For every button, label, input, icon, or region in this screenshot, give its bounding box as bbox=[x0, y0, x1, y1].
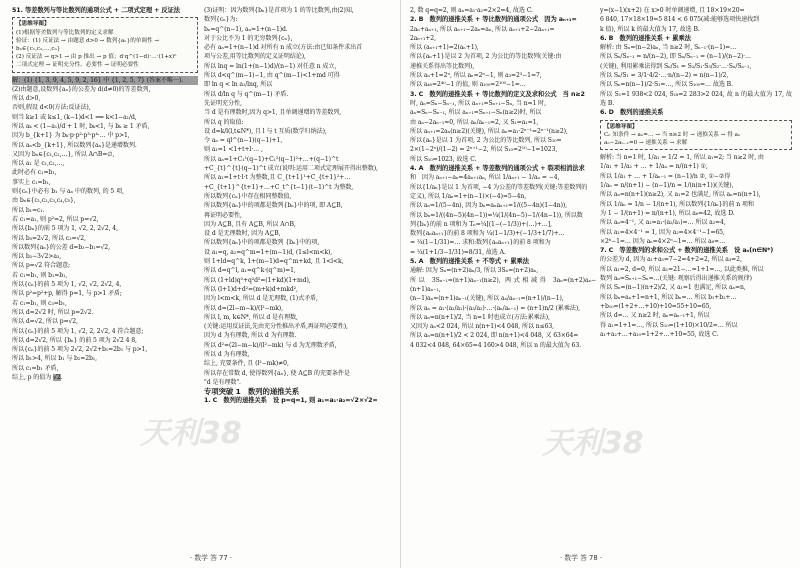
text-line: 2×(1−2ⁿ)/(1−2) = 2ⁿ⁺¹−2, 所以 S₁₀=2¹⁰−1=1023, bbox=[410, 146, 558, 154]
text-line: bₙ=q^(n−1), aₙ=1+(n−1)d. bbox=[204, 25, 288, 33]
text-line: 所以 l, m, k∈N*, 所以 d 是有理数, bbox=[204, 313, 298, 321]
text-line: 综上, 充要条件, 且 (l²−mk)≠0, bbox=[204, 360, 289, 368]
text-line: 所以 d=(2l−m−k)/(l²−mk), bbox=[204, 304, 283, 312]
section-title: 专项突破 1 数列的递推关系 bbox=[204, 387, 300, 397]
text-line: 所以 bₙ=aₙ+1=n+1, 所以 bₙ=… 所以 b₁+b₂+… bbox=[600, 293, 737, 301]
mind-map-box bbox=[600, 120, 792, 151]
mind-map-line: aₙ−2aₙ₋₁=0 → 递推关系 → 求解 bbox=[604, 139, 688, 146]
text-line: = ¼(1−1/31)=… 求和:数列{aₙaₙ₊₁}的前 8 项和为 bbox=[410, 239, 551, 247]
text-line: 对于公比不为 1 的无穷数列{cₙ}, bbox=[204, 34, 293, 42]
text-line: 若 c₁=b₁, 则 c₃=b₁, bbox=[12, 299, 67, 307]
text-line: 因为 b_{k+1} 为 bₖ·p·p²·p³·p⁴·… 中 p>1, bbox=[12, 132, 130, 140]
text-line: 所以{aₙ+1}是以 2 为首项, 2 为公比的等比数列(关键:由 bbox=[410, 53, 562, 61]
mind-map-line: 二项式定理 → 证明充分性、必要性 → 证明必要性 bbox=[16, 62, 139, 69]
text-line: 解析: 当 n=1 时, 1/a₁ = 1/2 = 1, 所以 a₁=2; 当 n≥2 时, 由 bbox=[600, 154, 764, 162]
text-line: 所以 d=q^l, a₁=q^k·(q^m)=1, bbox=[204, 267, 296, 275]
text-line: 则{cₙ}中必有 b₁ 与 aₙ 中的数列, 的 5 项, bbox=[12, 188, 124, 196]
text-line: 所以 d>0, bbox=[12, 95, 41, 103]
text-line: 时, aₙ=Sₙ−Sₙ₋₁, 所以 aₙ₊₁=Sₙ₊₁−Sₙ, 当 n=1 时, bbox=[410, 99, 546, 107]
text-line: 所以 d=… 又 n≥2 时, aₙ=aₙ₋₁+1, 所以 bbox=[600, 312, 710, 320]
text-line: 所以 S₁₀=1023, 故选 C. bbox=[410, 155, 477, 163]
text-line: 所以数列{cₙ}中存在相同整数值, bbox=[204, 192, 292, 200]
problem-heading: 3. C 数列的递推关系 + 等比数列的定义及求和公式 当 n≥2 bbox=[410, 90, 585, 98]
text-line: 列{bₙ}的前 n 项和为 Tₙ=¼[(1−(−1/3))+(…)+…], bbox=[410, 220, 552, 228]
text-line: 所以 d 为有理数, bbox=[204, 350, 250, 358]
text-line: 的公差为 d, 因为 a₁+a₅=7−2=4+2=2, 所以 a₃=2, bbox=[600, 256, 742, 264]
text-line: 先证明充分性, bbox=[204, 99, 242, 107]
text-line: 所以存在常数 d, 使得数列{aₙ}, 使 A⊆B 的充要条件是 bbox=[204, 369, 350, 377]
text-line: aₙ=Sₙ−Sₙ₋₁, 所以 aₙ₊₁=Sₙ₊₁−Sₙ(n≥2)时, 所以 bbox=[410, 109, 542, 117]
text-line: y=(x−1)(x+2) 在 x>0 时单调递增, 且 18×19×20= bbox=[600, 7, 745, 14]
text-line: 则 1+ld=q^k, 1+(m−1)d=q^m+kd, 且 1<l<k, bbox=[204, 258, 344, 266]
text-line: 所以{1/aₙ}是以 1 为首项, −4 为公差的等差数列(关键:等差数列的 bbox=[410, 183, 588, 191]
text-line: 所以 q 的取值: bbox=[204, 118, 244, 126]
text-line: 2aₙ₊₁+2, bbox=[410, 34, 436, 42]
watermark-right: 天利38 bbox=[542, 426, 644, 461]
text-line: 解析: 由 Sₙ=(n−2)aₙ, 当 n≥2 时, Sₙ₋₁·(n−1)=… bbox=[600, 44, 737, 52]
text-line: 所以{bₙ}的前 5 项为 1, √2, 2, 2√2, 4, bbox=[12, 225, 118, 233]
text-line: (3)证明：因为数列{bₙ}是首项为 1 的等比数列,由(2)知, bbox=[204, 7, 354, 14]
text-line: 所以 b₁=c₁. bbox=[12, 206, 45, 214]
text-line: (2)由题意,设数列{aₙ}的公差为 d(d≠0)的等差数列, bbox=[12, 85, 151, 93]
text-line: 递推关系得出等比数列), bbox=[410, 62, 475, 70]
column-3 bbox=[410, 6, 596, 546]
text-line: 所以 aₙ+1=2ⁿ, 所以 aₙ=2ⁿ−1, 则 a₃=2³−1=7, bbox=[410, 72, 542, 80]
problem-heading: 5. A 数列的递推关系 + 不等式 + 累乘法 bbox=[410, 258, 529, 266]
text-line: 所以 aₙ=4⁻¹, 又 a₂=a₁·(a₂/a₁)=… 所以 a₂=4, bbox=[600, 219, 726, 227]
text-line: 所以 aₙ=1/(5−4n), 因为 bₙ=aₙaₙ₊₁=1/((5−4n)(1−4n)), bbox=[410, 202, 568, 210]
page-footer-left: · 数学 答 77 · bbox=[190, 554, 233, 562]
text-line: 所以 1/a₁ + … + 1/aₙ₋₁ = (n−1)/n ②, ①−②得 bbox=[600, 172, 731, 180]
text-line: 所以{cₙ}的前 5 项为 1, √2, √2, 2√2, 4, bbox=[12, 281, 122, 289]
text-line: 所以 Sₙ/S₁ = 3/1·4/2·…·n/(n−2) = n(n−1)/2, bbox=[600, 72, 729, 80]
text-line: 1/a₁ + 1/a₂ + … + 1/aₙ = n/(n+1) ①, bbox=[600, 163, 708, 171]
text-line: 由 aₙ−2aₙ₋₁=0, 所以 aₙ/aₙ₋₁=2, 又 S₁=a₁=1, bbox=[410, 118, 539, 126]
mind-map-line: 验证：(1) 反证法 → 由题意 d>0 → 数列{aₙ}的单调性 → bₙ∈{c₁,c₂,…,cₙ} bbox=[16, 37, 160, 52]
text-line: 所以 b₃−3√2>a₃, bbox=[12, 253, 62, 261]
text-line: 数列 aₙ=Sₙ₊₁−Sₙ=…(关键: 观察后得出递推关系的规律) bbox=[600, 275, 752, 283]
text-line: 为 1 − 1/(n+1) = n/(n+1), 所以 a₆=42, 故选 D. bbox=[600, 209, 735, 217]
text-line: 得 a₁=1+1=…, 所以 S₁₀=(1+10)×10/2=… 所以 bbox=[600, 321, 738, 329]
text-line: 设 d=k/l(l,t∈N*), 且 l 与 t 互质(数学归纳法), bbox=[204, 127, 327, 135]
text-line: 又因为 aₙ<2 024, 所以 n(n+1)<4 048, 所以 n≤63, bbox=[410, 323, 554, 331]
text-line: (关键:运用反证法,先由充分性推出矛盾,再证明必要性), bbox=[204, 323, 348, 331]
conclusion-line: 综上, p 的值为 √2. bbox=[12, 374, 63, 382]
text-line: 所以 aₙ₊₁=2aₙ(n≥2)(关键), 所以 aₙ=a₁·2ⁿ⁻¹=2ⁿ⁻¹(n≥2), bbox=[410, 127, 568, 135]
text-line: 所以 aₙ=1+C₁¹(q−1)+C₁²(q−1)²+…+(q−1)^t bbox=[204, 155, 339, 163]
text-line: 所以 Sₙ=n(n−1)/2·S₁=…, 所以 S₁₀₀=… 故选 B. bbox=[600, 81, 733, 89]
text-line: 所以 aₖ < (1−a₁)/d + 1 时, bₖ<1, 与 bₖ ≥ 1 矛盾, bbox=[12, 123, 150, 130]
text-line: 所以 a₄₀=2⁴⁰−1 的值, 则 a₁₀₀=2¹⁰⁰−1=… bbox=[410, 81, 526, 89]
text-line: 所以 (1+ld)q²+q²d²=(1+kd)(1+md), bbox=[204, 276, 311, 284]
text-line: 定义), 所以 1/aₙ=1+(n−1)×(−4)=5−4n, bbox=[410, 192, 527, 200]
text-line: 此时必有 c₁=b₁, bbox=[12, 169, 57, 177]
text-line: ×2⁶−1=… 因为 aₙ=4×2ⁿ−1=… 所以 a₆=… bbox=[600, 237, 726, 245]
problem-heading: 51. 等差数列与等比数列的通项公式 + 二项式定理 + 反证法 bbox=[12, 7, 180, 14]
text-line: 所以 a₁=1+t·l·t 为整数,且 C_{t+1}¹+C_{t+1}²+… bbox=[204, 174, 351, 182]
answer-highlight: 解：(1) {1, 3, 9, 4, 5, 9, 2, 16} 中 {1, 2, 5, 7} (答案不唯一). bbox=[12, 76, 198, 85]
text-line: a₁+a₂+…+a₁₀=1+2+…+10=55, 故选 C. bbox=[600, 330, 719, 338]
text-line: 所以 d=√2, 所以 p=√2, bbox=[12, 318, 78, 326]
text-line: 所以 a₁=4×4⁻¹ = 1, 因为 a₂=4×4⁻¹−1=65, bbox=[600, 228, 725, 236]
text-line: 则 a₁=1 <1+t+l·… , bbox=[204, 146, 263, 154]
text-line: 所以 b₁>4, 所以 b₁ 与 b₂=2b₁, bbox=[12, 355, 97, 363]
text-line: k 值), 所以 k 的最大值为 17, 故选 B. bbox=[600, 25, 700, 33]
text-line: +b₁₀=(1+2+…+10)+10=55+10=65, bbox=[600, 302, 712, 310]
text-line: 2aₙ+aₙ₊₁, 所以 aₙ₊₁−2aₙ=aₙ, 所以 aₙ₊₁+2−2aₙ₊₁= bbox=[410, 25, 555, 33]
text-line: 则当 k≥1 或 k≤1, (k−1)d<1 ⟹ k<1−a₁/d, bbox=[12, 113, 137, 121]
text-line: 所以 aₙ<b_{k+1}, 所以数列{aₙ}是递增数列. bbox=[12, 141, 137, 149]
text-line: 所以 d/ln q 与 q^(m−1) 矛盾. bbox=[204, 90, 289, 98]
text-line: 所以 d=2√2 时, 所以 p=2√2. bbox=[12, 308, 94, 316]
text-line: 所以 d²=(2l−m−k)/(l²−mk) 与 d 为无理数矛盾, bbox=[204, 341, 337, 349]
text-line: 所以{aₙ}是以 1 为首项, 2 为公比的等比数列, 所以 S₁₀= bbox=[410, 137, 562, 145]
mind-map-line: Cₙ 知条件 → aₙ=… → 当 n≥2 时 → 递推关系 → 得 aₙ bbox=[604, 131, 741, 138]
mind-map-tag: 【思维导图】 bbox=[604, 123, 638, 130]
mind-map-tag: 【思维导图】 bbox=[16, 21, 50, 28]
text-line: 所以 bₙ=1/((4n−5)(4n−1))=¼(1/(4n−5)−1/(4n−1)), 所以数 bbox=[410, 211, 583, 219]
text-line: 所以 (l+1)d+d²=(m+k)d+mkd², bbox=[204, 285, 298, 293]
text-line: 必有 aₙ=1+(n−1)d 对所有 n 成立(方法:由已知条件求出首 bbox=[204, 44, 363, 52]
column-2 bbox=[204, 6, 392, 546]
problem-heading: 4. A 数列的递推关系 + 等差数列的通项公式 + 裂项相消法求 bbox=[410, 165, 585, 173]
text-line: "d 是有理数". bbox=[204, 378, 241, 386]
text-line: 所以 aₙ=n(n+1)/2, 当 n=1 时也成立(方法:累乘法), bbox=[410, 313, 550, 321]
text-line: 所以 b₃=2√2, 所以 c₃=√2, bbox=[12, 234, 86, 242]
text-line: 所以 a₁ 是 c₁,c₂,…, bbox=[12, 160, 65, 168]
text-line: 所以 p=√2 符合题意; bbox=[12, 262, 70, 270]
text-line: 所以 lnq = ln(1+(n−1)d)/(n−1) 对任意 n 成立, bbox=[204, 62, 337, 70]
text-line: 6 840, 17×18×19=5 814 < 6 075(减:能够选项快速找到 bbox=[600, 16, 760, 24]
text-line: 所以 3Sₙ₋₁=(n+1)aₙ₋₁(n≥2), 两式相减得 3aₙ=(n+2)aₙ−(n+1)aₙ₋₁, bbox=[410, 276, 596, 293]
text-line: 所以 Sₙ=(n−1)(n+2)/2, 又 a₁=1 也满足, 所以 aₙ=n, bbox=[600, 284, 746, 292]
text-line: 当 d 是有理数时,因为 q>1, 且单调递增的等差数列, bbox=[204, 109, 342, 117]
page-footer-right: · 数学 答 78 · bbox=[560, 554, 603, 562]
text-line: 再证明必要性, bbox=[204, 211, 242, 219]
column-1 bbox=[12, 6, 198, 546]
text-line: 所以 aₙ = a₁·(a₂/a₁)·(a₃/a₂)·…·(aₙ/aₙ₋₁) = (n+1)n/2 (累乘法), bbox=[410, 304, 581, 312]
text-line: 即 ln q < ln a₁/lnq, 所以 bbox=[204, 81, 273, 89]
text-line: +C_{t+1}^{t+1}+…+C_t^{t−1}(t−1)^t 为整数, bbox=[204, 183, 354, 191]
text-line: 因为 A⊆B, 且有 A⊆B, 所以 A∩B, bbox=[204, 220, 296, 228]
text-line: 设 a₁=q, a₂=q^m=1+(m−1)d, (1≤l<m<k), bbox=[204, 248, 333, 256]
text-line: 所以 S₁=1 938<2 024, S₁₈=2 283>2 024, 故 n 的最大值为 17, 故选 B. bbox=[600, 90, 792, 107]
text-line: 因为 l<m<k, 所以 d 是无理数, (1)式矛盾, bbox=[204, 295, 318, 303]
text-line: 若 c₁=a₁, 则 p²=2, 所以 p=√2, bbox=[12, 215, 99, 223]
text-line: 所以 1/aₙ = 1/n − 1/(n+1), 所以数列{1/aₙ}的前 n 项和 bbox=[600, 200, 754, 208]
text-line: 通解: 因为 Sₙ=(n+2)aₙ/3, 所以 3Sₙ=(n+2)aₙ, bbox=[410, 267, 539, 275]
text-line: 项与公差,用等比数列的定义证明结论), bbox=[204, 53, 306, 61]
text-line: 和 因为 aₙ₊₁−aₙ=4aₙ₊₁aₙ, 所以 1/aₙ₊₁ − 1/aₙ = −4, bbox=[410, 174, 560, 182]
text-line: 事实上 c₁=b₁, bbox=[12, 178, 51, 186]
final-answer-highlight: √2 bbox=[53, 374, 61, 382]
text-line: 1/aₙ = n/(n+1) − (n−1)/n = 1/(n(n+1))(关键), bbox=[600, 182, 734, 190]
text-line: 数列{aₙaₙ₊₁}的前 8 项和为 ¼(1−1/3)+(−1/3+1/7)+… bbox=[410, 230, 565, 238]
text-line: 所以 d=2√2, 所以 {bₙ} 的前 5 项为 2√2 4 8, bbox=[12, 336, 137, 344]
problem-heading: 6. B 数列的递推关系 + 累乘法 bbox=[600, 34, 691, 42]
mind-map-line: (1)根据等差数列与等比数列的定义求解 bbox=[16, 29, 114, 36]
text-line: 所以 aₙ=n(n+1)/2 < 2 024, 即 n(n+1)<4 048, 又 63×64= bbox=[410, 332, 579, 340]
text-line: 若 c₁=b₁, 则 b₁=b₁, bbox=[12, 271, 68, 279]
text-line: 4 032<4 048, 64×65=4 160>4 048, 所以 n 的最大值为 63. bbox=[410, 341, 581, 349]
text-line: 2, 数 q=q=2, 则 aₙ=a₁·a₂=2×2=4, 故选 C. bbox=[410, 7, 533, 14]
column-4 bbox=[600, 6, 792, 546]
watermark-left: 天利38 bbox=[140, 416, 242, 451]
text-line: 所以 (aₙ₊₁+1)=2(aₙ+1), bbox=[410, 44, 479, 52]
text-line: 所以 p²=p²+p, 解得 p=1, 与 p>1 矛盾; bbox=[12, 290, 122, 298]
text-line: 所以 a₁=2, d=0, 所以 a₁=21−…=1+1=…, 以此类推, 所以 bbox=[600, 265, 764, 273]
text-line: (关键), 利用累乘法得到 Sₙ/S₁ = S₂/S₁·S₃/S₂·…·Sₙ/Sₙ₋₁, bbox=[600, 62, 752, 70]
text-line: 所以 aₙ=n(n+1)(n≥2), 又 a₁=2 也满足, 所以 aₙ=n(n+1), bbox=[600, 191, 761, 199]
text-line: 所以 d<q^(m−1)−1, 由 q^(m−1)<1+md 可得 bbox=[204, 72, 340, 80]
text-line: 所以 c₁=b₁ 矛盾, bbox=[12, 364, 59, 372]
text-line: 令 aₙ = ql^(n−1)(q−1)+1, bbox=[204, 137, 283, 145]
text-line: (n−1)aₙ=(n+1)aₙ₋₁(关键), 所以 aₙ/aₙ₋₁=(n+1)/(n−1), bbox=[410, 295, 564, 303]
text-line: 否则,假设 d<0(方法:反证法), bbox=[12, 104, 91, 112]
text-line: = ¼(1+1/3−1/31)=8/31, 故选 A. bbox=[410, 248, 506, 256]
text-line: 所以{cₙ}的前 5 项为 1, √2, 2, 2√2, 4 符合题意; bbox=[12, 327, 144, 335]
problem-heading: 1. C 数列的递推关系 设 p=q=1, 则 a₁=a₁·a₂=√2×√2= bbox=[204, 397, 378, 405]
problem-heading: 6. D 数列的递推关系 bbox=[600, 109, 664, 117]
text-line: 由 bₙ∈{c₁,c₂,c₃,c₄,c₅}, bbox=[12, 197, 76, 205]
text-line: 所以数列{aₙ}的公差 d=b₃−b₁=√2, bbox=[12, 243, 110, 251]
problem-heading: 2. B 数列的递推关系 + 等比数列的通项公式 因为 aₙ₊₁= bbox=[410, 16, 577, 24]
problem-heading: 7. C 等差数列的求和公式 + 数列的递推关系 设 aₙ(n∈N*) bbox=[600, 247, 774, 255]
mind-map-box bbox=[12, 17, 198, 72]
text-line: 所以 Sₙ/Sₙ₋₁ = n/(n−2), 即 Sₙ/Sₙ₋₁ = (n−1)/(n−2)·… bbox=[600, 53, 752, 61]
text-line: 所以数列{aₙ}中的项都是数列 {bₙ}中的项, bbox=[204, 239, 320, 247]
conclusion-text: 综上, p 的值为 bbox=[12, 374, 52, 382]
text-line: 数列{cₙ}为: bbox=[204, 16, 238, 24]
text-line: +C_{t}^{t}(q−1)^t 成立(说明:运用二项式定理展开得出整数), bbox=[204, 165, 378, 173]
text-line: 设 d 是无理数时, 因为 A⊆B, bbox=[204, 230, 281, 238]
text-line: 所以数列{aₙ}中的项都是数列{bₙ}中的项, 即 A⊆B, bbox=[204, 202, 343, 210]
text-line: 因为 d 为有理数, 所以 d 为有理数. bbox=[204, 332, 297, 340]
text-line: 又因为 bₙ∈{c₁,c₂,…}, 所以 A∩B=∅, bbox=[12, 150, 115, 158]
mind-map-line: (2) 反证法 → q>1 → 由 p 推出 → p 值；d·q^(1−d)·…·(1+x)ⁿ bbox=[16, 54, 177, 61]
text-line: 所以{cₙ}的前 5 项为 2√2, 2√2+b₁=2b₁ 与 p>1, bbox=[12, 346, 148, 354]
